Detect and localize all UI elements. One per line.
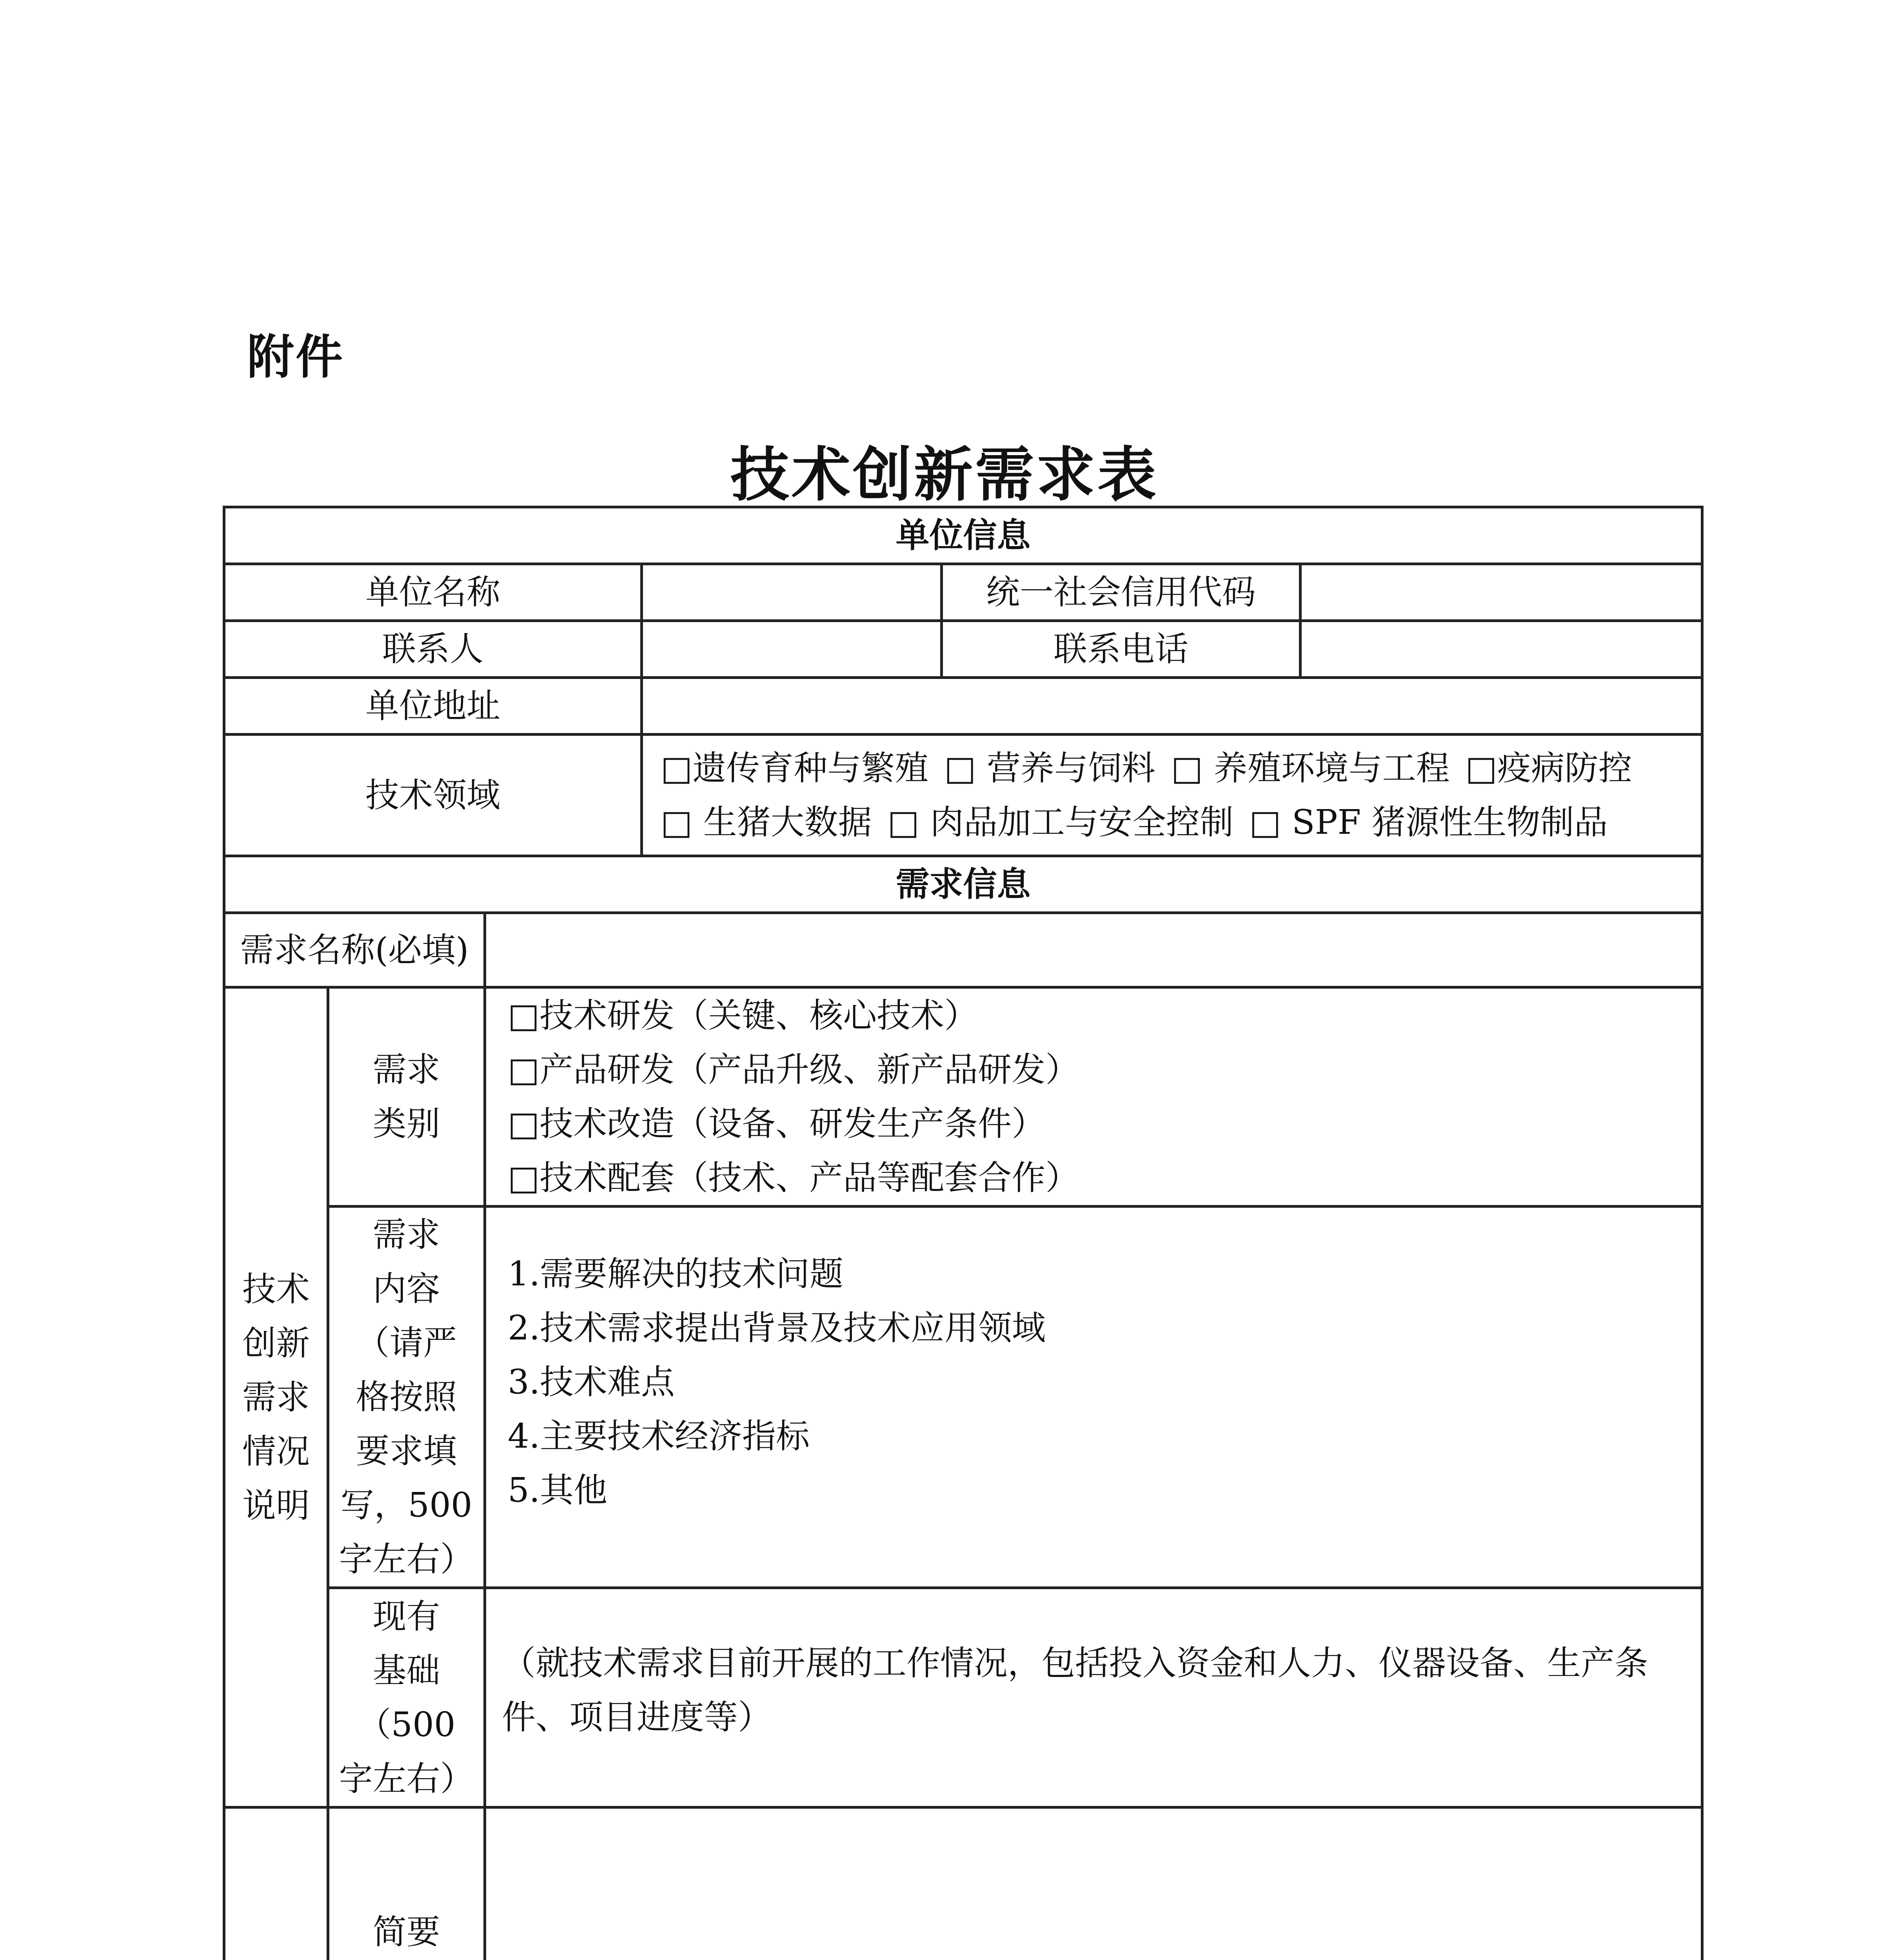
document-title: 技术创新需求表 (730, 440, 1159, 509)
attachment-label: 附件 (247, 330, 344, 385)
tech-field-option[interactable]: □遗传育种与繁殖 (661, 748, 929, 788)
demand-name-field[interactable] (485, 913, 1702, 987)
demand-content-field[interactable] (485, 1207, 1702, 1588)
tech-field-option[interactable]: □ SPF 猪源性生物制品 (1249, 802, 1608, 842)
demand-type-option[interactable]: □技术配套（技术、产品等配套合作） (508, 1158, 1079, 1198)
unit-name-label: 单位名称 (224, 564, 642, 621)
tech-field-option[interactable]: □ 生猪大数据 (661, 802, 872, 842)
demand-name-label: 需求名称(必填) (224, 913, 485, 987)
existing-base-field[interactable] (485, 1588, 1702, 1808)
contact-field[interactable] (642, 621, 942, 678)
tech-field-option[interactable]: □ 营养与饲料 (944, 748, 1155, 788)
tech-field-option[interactable]: □ 养殖环境与工程 (1171, 748, 1450, 788)
demand-type-label: 需求 类别 (328, 987, 485, 1207)
address-label: 单位地址 (224, 678, 642, 735)
demand-type-options (485, 987, 1702, 1207)
demand-content-item: 4.主要技术经济指标 (508, 1417, 810, 1456)
credit-code-label: 统一社会信用代码 (942, 564, 1301, 621)
credit-code-field[interactable] (1301, 564, 1702, 621)
unit-name-field[interactable] (642, 564, 942, 621)
demand-content-item: 1.需要解决的技术问题 (508, 1254, 844, 1294)
existing-base-label: 现有 基础 （500 字左右） (328, 1588, 485, 1808)
tech-field-option[interactable]: □ 肉品加工与安全控制 (887, 802, 1234, 842)
tech-innovation-group-label: 技术 创新 需求 情况 说明 (224, 987, 328, 1808)
demand-content-label: 需求 内容 （请严 格按照 要求填 写，500 字左右） (328, 1207, 485, 1588)
phone-field[interactable] (1301, 621, 1702, 678)
unit-info-section-title: 单位信息 (224, 507, 1702, 564)
brief-description-label: 简要 (328, 1808, 485, 1960)
cooperation-group-label (224, 1808, 328, 1960)
demand-content-item: 5.其他 (508, 1471, 608, 1510)
tech-field-option[interactable]: □疫病防控 (1465, 748, 1632, 788)
phone-label: 联系电话 (942, 621, 1301, 678)
demand-content-item: 3.技术难点 (508, 1363, 675, 1402)
demand-type-option[interactable]: □技术研发（关键、核心技术） (508, 996, 978, 1035)
tech-field-options (642, 735, 1702, 856)
tech-field-label: 技术领域 (224, 735, 642, 856)
demand-form-table (223, 506, 1704, 1960)
demand-type-option[interactable]: □产品研发（产品升级、新产品研发） (508, 1050, 1079, 1089)
contact-label: 联系人 (224, 621, 642, 678)
brief-description-field[interactable] (485, 1808, 1702, 1960)
demand-content-item: 2.技术需求提出背景及技术应用领域 (508, 1308, 1046, 1348)
demand-type-option[interactable]: □技术改造（设备、研发生产条件） (508, 1104, 1046, 1143)
existing-base-hint: （就技术需求目前开展的工作情况，包括投入资金和人力、仪器设备、生产条件、项目进度等） (502, 1644, 1648, 1737)
address-field[interactable] (642, 678, 1702, 735)
demand-info-section-title: 需求信息 (224, 856, 1702, 913)
